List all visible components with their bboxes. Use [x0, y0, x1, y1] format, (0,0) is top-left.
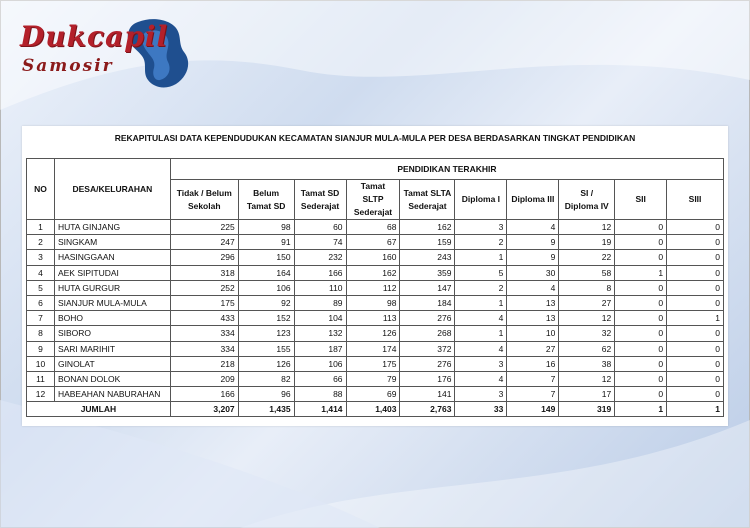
row-value: 68	[346, 220, 400, 235]
table-row	[27, 356, 724, 371]
row-value: 66	[294, 371, 346, 386]
row-value: 126	[238, 356, 294, 371]
row-value: 0	[615, 220, 667, 235]
row-value: 27	[559, 295, 615, 310]
row-no: 1	[27, 220, 55, 235]
row-value: 166	[294, 265, 346, 280]
row-value: 0	[615, 250, 667, 265]
table-row	[27, 250, 724, 265]
row-value: 4	[455, 311, 507, 326]
row-value: 0	[667, 220, 724, 235]
total-value: 33	[455, 402, 507, 417]
total-value: 319	[559, 402, 615, 417]
total-value: 1,414	[294, 402, 346, 417]
row-value: 10	[507, 326, 559, 341]
table-row	[27, 371, 724, 386]
total-value: 1,403	[346, 402, 400, 417]
row-value: 112	[346, 280, 400, 295]
row-desa: BOHO	[54, 311, 170, 326]
row-value: 0	[667, 265, 724, 280]
row-value: 176	[400, 371, 455, 386]
column-header: SIII	[667, 180, 724, 220]
table-row	[27, 387, 724, 402]
header-desa: DESA/KELURAHAN	[54, 159, 170, 220]
column-header: Tamat SD Sederajat	[294, 180, 346, 220]
row-value: 164	[238, 265, 294, 280]
row-value: 12	[559, 311, 615, 326]
row-value: 0	[667, 326, 724, 341]
row-desa: SARI MARIHIT	[54, 341, 170, 356]
row-value: 3	[455, 387, 507, 402]
column-header: Tamat SLTP Sederajat	[346, 180, 400, 220]
row-desa: HABEAHAN NABURAHAN	[54, 387, 170, 402]
table-row	[27, 265, 724, 280]
row-value: 296	[170, 250, 238, 265]
row-value: 38	[559, 356, 615, 371]
table-body	[27, 220, 724, 417]
row-value: 74	[294, 235, 346, 250]
row-value: 1	[615, 265, 667, 280]
total-row	[27, 402, 724, 417]
row-value: 252	[170, 280, 238, 295]
row-value: 162	[346, 265, 400, 280]
row-value: 0	[667, 235, 724, 250]
total-value: 1	[615, 402, 667, 417]
column-header: Diploma III	[507, 180, 559, 220]
row-value: 155	[238, 341, 294, 356]
row-value: 247	[170, 235, 238, 250]
row-value: 1	[455, 250, 507, 265]
dukcapil-logo	[18, 14, 198, 96]
row-desa: SIANJUR MULA-MULA	[54, 295, 170, 310]
row-value: 91	[238, 235, 294, 250]
row-value: 0	[615, 356, 667, 371]
column-header: SII	[615, 180, 667, 220]
row-value: 5	[455, 265, 507, 280]
total-value: 1	[667, 402, 724, 417]
row-value: 9	[507, 235, 559, 250]
total-value: 2,763	[400, 402, 455, 417]
row-value: 3	[455, 356, 507, 371]
row-value: 0	[667, 356, 724, 371]
row-desa: HUTA GINJANG	[54, 220, 170, 235]
row-value: 106	[238, 280, 294, 295]
row-value: 268	[400, 326, 455, 341]
row-value: 106	[294, 356, 346, 371]
row-value: 126	[346, 326, 400, 341]
row-value: 110	[294, 280, 346, 295]
row-value: 62	[559, 341, 615, 356]
row-value: 16	[507, 356, 559, 371]
row-value: 98	[238, 220, 294, 235]
row-value: 12	[559, 220, 615, 235]
total-value: 1,435	[238, 402, 294, 417]
row-value: 4	[455, 371, 507, 386]
row-value: 4	[507, 220, 559, 235]
row-no: 12	[27, 387, 55, 402]
row-value: 334	[170, 341, 238, 356]
row-value: 69	[346, 387, 400, 402]
report-title: REKAPITULASI DATA KEPENDUDUKAN KECAMATAN SIANJUR MULA-MULA PER DESA BERDASARKAN TINGKAT PENDIDIKAN	[114, 133, 636, 143]
row-value: 0	[667, 250, 724, 265]
row-value: 276	[400, 356, 455, 371]
column-header: Tamat SLTA Sederajat	[400, 180, 455, 220]
row-value: 22	[559, 250, 615, 265]
row-desa: HASINGGAAN	[54, 250, 170, 265]
header-no: NO	[27, 159, 55, 220]
row-no: 11	[27, 371, 55, 386]
row-no: 10	[27, 356, 55, 371]
row-value: 2	[455, 280, 507, 295]
logo-subtitle: Samosir	[22, 56, 114, 76]
row-value: 7	[507, 387, 559, 402]
row-value: 98	[346, 295, 400, 310]
row-value: 19	[559, 235, 615, 250]
row-value: 276	[400, 311, 455, 326]
row-value: 132	[294, 326, 346, 341]
row-value: 30	[507, 265, 559, 280]
row-value: 184	[400, 295, 455, 310]
table-row	[27, 235, 724, 250]
row-value: 0	[615, 311, 667, 326]
education-table	[26, 158, 724, 417]
row-value: 0	[667, 371, 724, 386]
row-value: 79	[346, 371, 400, 386]
row-value: 0	[667, 295, 724, 310]
row-value: 67	[346, 235, 400, 250]
row-value: 141	[400, 387, 455, 402]
row-value: 123	[238, 326, 294, 341]
row-value: 152	[238, 311, 294, 326]
row-desa: BONAN DOLOK	[54, 371, 170, 386]
row-value: 187	[294, 341, 346, 356]
row-no: 6	[27, 295, 55, 310]
row-value: 13	[507, 295, 559, 310]
row-value: 162	[400, 220, 455, 235]
row-value: 82	[238, 371, 294, 386]
row-no: 4	[27, 265, 55, 280]
column-header: Belum Tamat SD	[238, 180, 294, 220]
row-value: 175	[346, 356, 400, 371]
row-value: 147	[400, 280, 455, 295]
row-value: 174	[346, 341, 400, 356]
row-value: 13	[507, 311, 559, 326]
row-no: 9	[27, 341, 55, 356]
row-no: 5	[27, 280, 55, 295]
row-value: 225	[170, 220, 238, 235]
row-value: 32	[559, 326, 615, 341]
row-value: 96	[238, 387, 294, 402]
table-row	[27, 326, 724, 341]
row-value: 209	[170, 371, 238, 386]
table-row	[27, 280, 724, 295]
table-row	[27, 311, 724, 326]
row-value: 7	[507, 371, 559, 386]
row-value: 372	[400, 341, 455, 356]
report-document	[22, 126, 728, 426]
table-row	[27, 220, 724, 235]
row-value: 1	[667, 311, 724, 326]
row-no: 3	[27, 250, 55, 265]
column-header: SI / Diploma IV	[559, 180, 615, 220]
row-value: 159	[400, 235, 455, 250]
row-value: 318	[170, 265, 238, 280]
row-value: 8	[559, 280, 615, 295]
column-header: Tidak / Belum Sekolah	[170, 180, 238, 220]
row-value: 0	[667, 280, 724, 295]
row-value: 243	[400, 250, 455, 265]
total-label: JUMLAH	[27, 402, 171, 417]
row-value: 0	[667, 341, 724, 356]
row-value: 92	[238, 295, 294, 310]
row-value: 4	[507, 280, 559, 295]
row-value: 4	[455, 341, 507, 356]
total-value: 3,207	[170, 402, 238, 417]
row-value: 88	[294, 387, 346, 402]
row-value: 0	[615, 371, 667, 386]
row-value: 1	[455, 295, 507, 310]
row-value: 17	[559, 387, 615, 402]
row-value: 0	[615, 235, 667, 250]
table-row	[27, 295, 724, 310]
row-value: 104	[294, 311, 346, 326]
header-pendidikan: PENDIDIKAN TERAKHIR	[170, 159, 723, 180]
row-desa: HUTA GURGUR	[54, 280, 170, 295]
row-value: 113	[346, 311, 400, 326]
row-value: 0	[615, 326, 667, 341]
row-value: 3	[455, 220, 507, 235]
row-no: 7	[27, 311, 55, 326]
row-value: 9	[507, 250, 559, 265]
table-row	[27, 341, 724, 356]
row-value: 2	[455, 235, 507, 250]
row-desa: GINOLAT	[54, 356, 170, 371]
row-value: 0	[615, 387, 667, 402]
row-value: 166	[170, 387, 238, 402]
total-value: 149	[507, 402, 559, 417]
row-value: 433	[170, 311, 238, 326]
column-header: Diploma I	[455, 180, 507, 220]
row-value: 60	[294, 220, 346, 235]
row-value: 175	[170, 295, 238, 310]
row-value: 1	[455, 326, 507, 341]
header-row-group	[27, 159, 724, 180]
row-value: 359	[400, 265, 455, 280]
row-value: 334	[170, 326, 238, 341]
row-value: 0	[667, 387, 724, 402]
row-value: 0	[615, 280, 667, 295]
logo-title: Dukcapil	[20, 20, 169, 53]
row-value: 89	[294, 295, 346, 310]
row-value: 12	[559, 371, 615, 386]
row-value: 160	[346, 250, 400, 265]
row-desa: SIBORO	[54, 326, 170, 341]
row-no: 2	[27, 235, 55, 250]
row-no: 8	[27, 326, 55, 341]
row-value: 0	[615, 341, 667, 356]
row-desa: AEK SIPITUDAI	[54, 265, 170, 280]
row-desa: SINGKAM	[54, 235, 170, 250]
row-value: 0	[615, 295, 667, 310]
row-value: 27	[507, 341, 559, 356]
row-value: 218	[170, 356, 238, 371]
row-value: 150	[238, 250, 294, 265]
row-value: 232	[294, 250, 346, 265]
row-value: 58	[559, 265, 615, 280]
